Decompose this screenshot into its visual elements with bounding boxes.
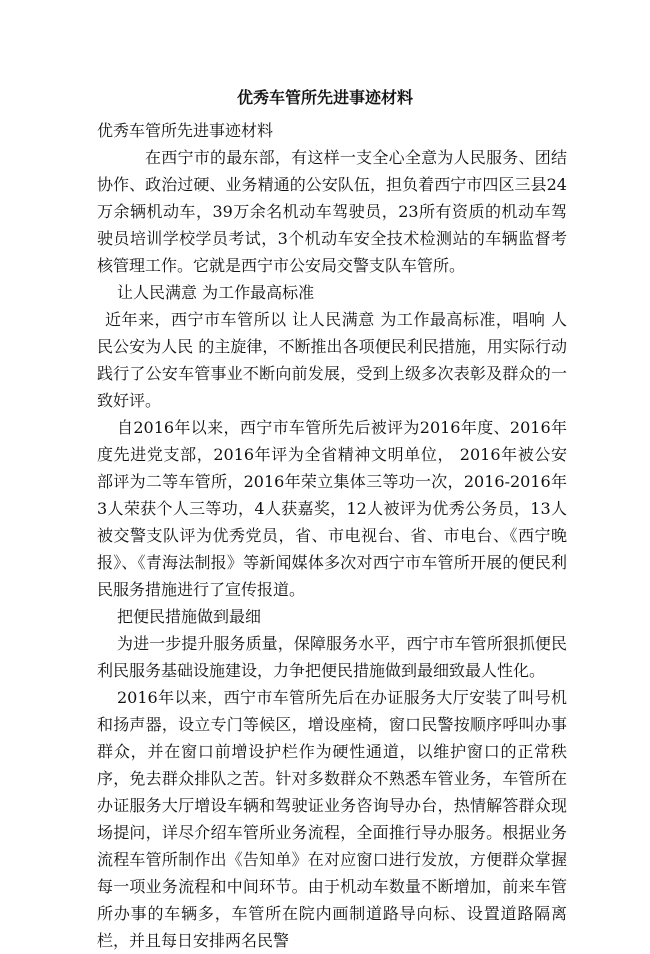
document-title: 优秀车管所先进事迹材料: [236, 88, 413, 107]
section-heading-convenience: 把便民措施做到最细: [117, 607, 262, 626]
paragraph-intro: 在西宁市的最东部，有这样一支全心全意为人民服务、团结协作、政治过硬、业务精通的公安队伍，担负着西宁市四区三县24万余辆机动车，39万余名机动车驾驶员，23所有资质的机动车驾驶员培训学校学员考试，3个机动车安全技术检测站的车辆监督考核管理工作。它就是西宁市公安局交警支队车管所。: [97, 148, 567, 275]
paragraph-honors: 自2016年以来，西宁市车管所先后被评为2016年度、2016年度先进党支部，2016年评为全省精神文明单位， 2016年被公安部评为二等车管所，2016年荣立集体三等功一次，2016-2016年3人荣获个人三等功，4人获嘉奖，12人被评为优秀公务员，13人被交警支队评为优秀党员，省、市电视台、省、市电台、《西宁晚报》、《青海法制报》等新闻媒体多次对西宁市车管所开展的便民利民服务措施进行了宣传报道。: [97, 418, 567, 599]
document-body: [97, 117, 567, 954]
document-subtitle: 优秀车管所先进事迹材料: [97, 121, 274, 140]
paragraph-recent-years: 近年来，西宁市车管所以 让人民满意 为工作最高标准，唱响 人民公安为人民 的主旋律，不断推出各项便民利民措施，用实际行动践行了公安车管事业不断向前发展，受到上级多次表彰及群众的一致好评。: [97, 310, 567, 410]
paragraph-measures: 2016年以来，西宁市车管所先后在办证服务大厅安装了叫号机和扬声器，设立专门等候区，增设座椅，窗口民警按顺序呼叫办事群众，并在窗口前增设护栏作为硬性通道，以维护窗口的正常秩序，免去群众排队之苦。针对多数群众不熟悉车管业务，车管所在办证服务大厅增设车辆和驾驶证业务咨询导办台，热情解答群众现场提问，详尽介绍车管所业务流程，全面推行导办服务。根据业务流程车管所制作出《告知单》在对应窗口进行发放，方便群众掌握每一项业务流程和中间环节。由于机动车数量不断增加，前来车管所办事的车辆多，车管所在院内画制道路导向标、设置道路隔离栏，并且每日安排两名民警: [97, 688, 567, 950]
paragraph-service-quality: 为进一步提升服务质量，保障服务水平，西宁市车管所狠抓便民利民服务基础设施建设，力争把便民措施做到最细致最人性化。: [97, 634, 567, 680]
section-heading-satisfaction: 让人民满意 为工作最高标准: [117, 283, 315, 302]
